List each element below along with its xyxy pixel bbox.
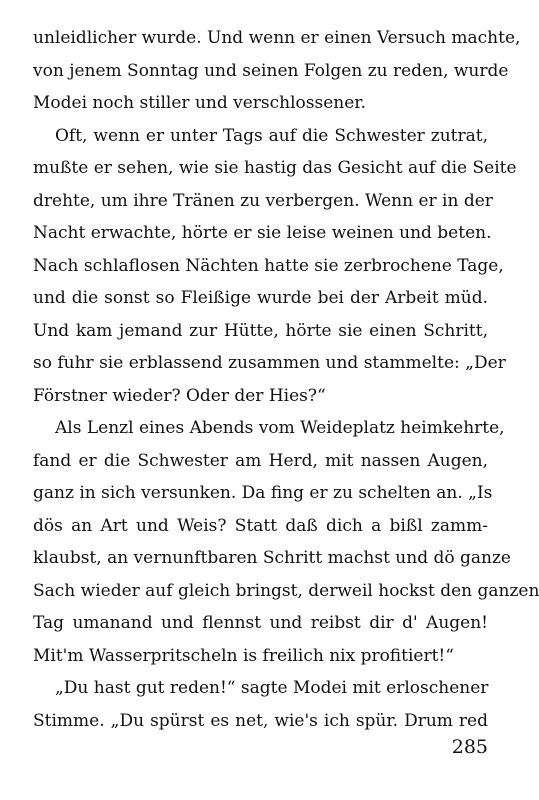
text-line: drehte, um ihre Tränen zu verbergen. Wenn er in der: [33, 190, 493, 211]
text-line: klaubst, an vernunftbaren Schritt machst und dö ganze: [33, 548, 511, 568]
text-line: von jenem Sonntag und seinen Folgen zu reden, wurde: [33, 60, 509, 81]
text-line: ganz in sich versunken. Da fing er zu schelten an. „Is: [33, 483, 493, 503]
text-line: Und kam jemand zur Hütte, hörte sie einen Schritt,: [33, 320, 488, 341]
text-line: Tag umanand und flennst und reibst dir d' Augen!: [33, 613, 488, 633]
text-line: Stimme. „Du spürst es net, wie's ich spür. Drum red: [33, 710, 488, 731]
text-line: Sach wieder auf gleich bringst, derweil hockst den ganzen: [33, 580, 539, 601]
text-line: Oft, wenn er unter Tags auf die Schwester zutrat,: [55, 125, 488, 146]
text-line: Modei noch stiller und verschlossener.: [33, 93, 366, 113]
text-line: fand er die Schwester am Herd, mit nassen Augen,: [33, 450, 488, 471]
text-line: unleidlicher wurde. Und wenn er einen Versuch machte,: [33, 28, 521, 48]
text-line: Mit'm Wasserpritscheln is freilich nix profitiert!“: [33, 645, 454, 666]
text-line: Nacht erwachte, hörte er sie leise weinen und beten.: [33, 223, 492, 243]
text-line: Nach schlaflosen Nächten hatte sie zerbrochene Tage,: [33, 255, 504, 276]
page-number: 285: [451, 736, 488, 758]
text-line: so fuhr sie erblassend zusammen und stammelte: „Der: [33, 353, 506, 373]
text-line: Als Lenzl eines Abends vom Weideplatz heimkehrte,: [55, 418, 505, 438]
text-line: „Du hast gut reden!“ sagte Modei mit erloschener: [55, 678, 489, 698]
text-line: Förstner wieder? Oder der Hies?“: [33, 385, 326, 406]
text-line: und die sonst so Fleißige wurde bei der Arbeit müd.: [33, 288, 488, 308]
text-line: mußte er sehen, wie sie hastig das Gesicht auf die Seite: [33, 158, 517, 178]
body-text: [33, 22, 539, 737]
text-line: dös an Art und Weis? Statt daß dich a bißl zamm-: [33, 515, 488, 536]
